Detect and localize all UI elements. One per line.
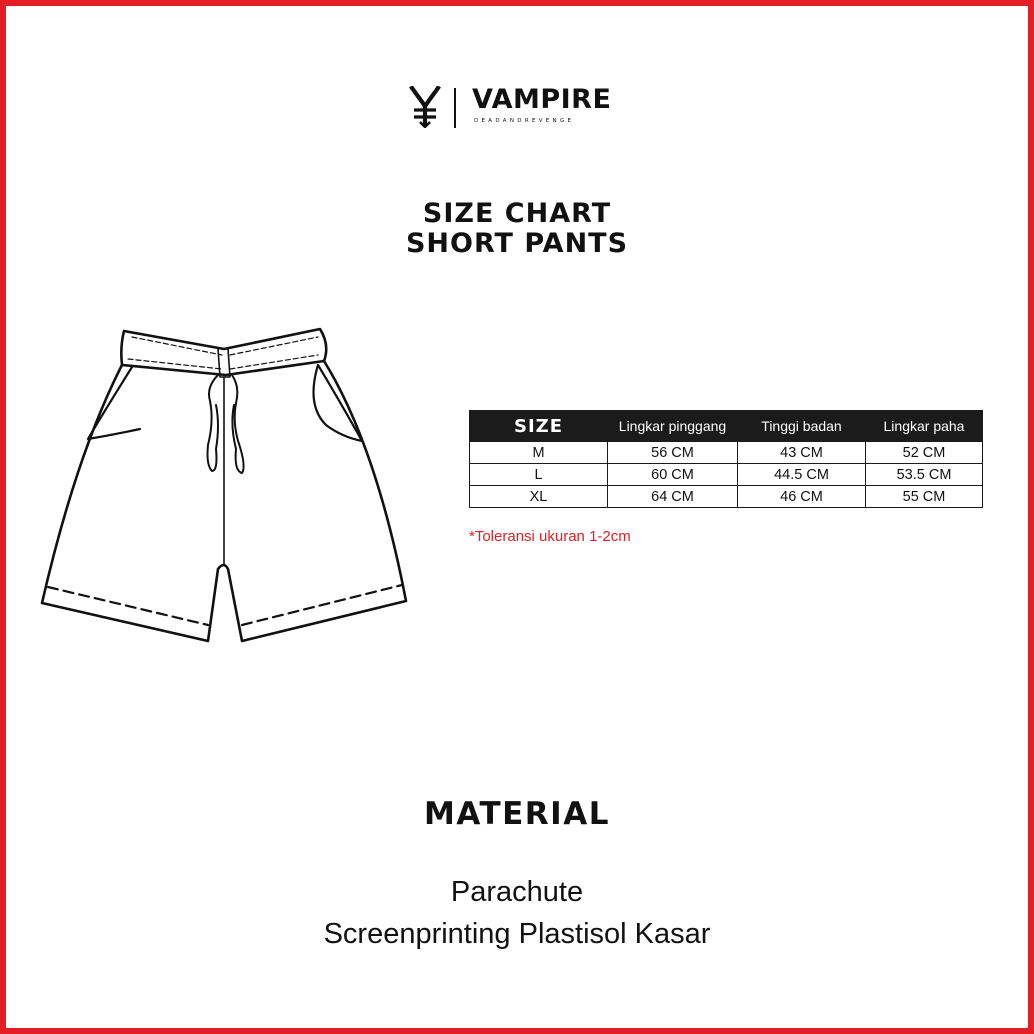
- size-table: [469, 410, 983, 508]
- height-cell: 43 CM: [738, 442, 866, 464]
- waist-cell: 60 CM: [608, 464, 738, 486]
- size-tolerance-note: *Toleransi ukuran 1-2cm: [469, 528, 631, 545]
- size-cell: M: [470, 442, 608, 464]
- thigh-cell: 55 CM: [866, 486, 983, 508]
- material-item: Screenprinting Plastisol Kasar: [323, 918, 711, 950]
- height-cell: 44.5 CM: [738, 464, 866, 486]
- table-row: [470, 464, 983, 486]
- size-cell: XL: [470, 486, 608, 508]
- thigh-cell: 52 CM: [866, 442, 983, 464]
- thigh-cell: 53.5 CM: [866, 464, 983, 486]
- vampire-logo-icon: [408, 86, 442, 128]
- material-item: Parachute: [450, 876, 584, 908]
- header-waist: Lingkar pinggang: [608, 411, 738, 442]
- table-header-row: [470, 411, 983, 442]
- brand-tagline: DEADANDREVENGE: [474, 118, 575, 124]
- material-heading: MATERIAL: [424, 796, 610, 832]
- table-row: [470, 486, 983, 508]
- header-thigh: Lingkar paha: [866, 411, 983, 442]
- header-size: SIZE: [470, 411, 608, 442]
- brand-logo: [408, 84, 628, 130]
- short-pants-illustration: [36, 325, 416, 650]
- waist-cell: 56 CM: [608, 442, 738, 464]
- size-cell: L: [470, 464, 608, 486]
- page-subtitle: SHORT PANTS: [405, 228, 629, 259]
- header-height: Tinggi badan: [738, 411, 866, 442]
- page-title: SIZE CHART: [422, 198, 612, 229]
- height-cell: 46 CM: [738, 486, 866, 508]
- logo-divider: [454, 88, 456, 128]
- brand-name: VAMPIRE: [472, 84, 612, 115]
- table-row: [470, 442, 983, 464]
- waist-cell: 64 CM: [608, 486, 738, 508]
